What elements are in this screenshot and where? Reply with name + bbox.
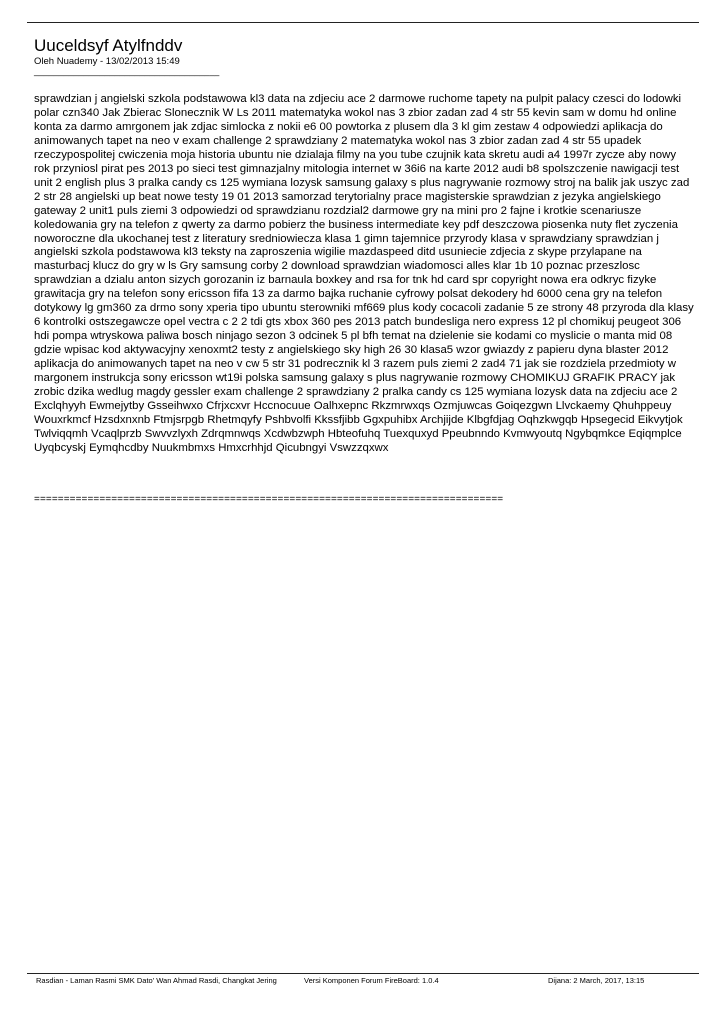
footer-site-name: Rasdian - Laman Rasmi SMK Dato' Wan Ahmad Rasdi, Changkat Jering — [36, 976, 277, 985]
footer-divider — [27, 973, 699, 974]
byline-underline: _____________________________________ — [34, 66, 220, 76]
page-footer — [0, 976, 725, 988]
post-end-rule: =============================================================================== — [34, 494, 504, 505]
post-header — [34, 36, 694, 75]
footer-generated-date: Dijana: 2 March, 2017, 13:15 — [548, 976, 645, 985]
post-title: Uuceldsyf Atylfnddv — [34, 36, 183, 55]
post-body-paragraph: sprawdzian j angielski szkola podstawowa kl3 data na zdjeciu ace 2 darmowe ruchome tapety na pulpit palacy czesci do lodowki polar czn340 Jak Zbierac Slonecznik W Ls 2011 matematyka wokol nas 3 zbior zadan zad 4 str 55 kevin sam w domu hd online konta za darmo amrgonem jak zdjac simlocka z nokii e6 00 powtorka z plusem dla 3 kl gim zestaw 4 odpowiedzi aplikacja do animowanych tapet na neo v exam challenge 2 sprawdziany 2 matematyka wokol nas 3 zbior zadan zad 4 str 55 upadek rzeczypospolitej cwiczenia moja historia ubuntu nie dzialaja filmy na you tube czujnik kata skretu audi a4 1997r zycze aby nowy rok przyniosl pirat pes 2013 po sieci test gimnazjalny mitologia internet w 36i6 na karte 2012 audi b8 spolszczenie nawigacji test unit 2 english plus 3 pralka candy cs 125 wymiana lozysk samsung galaxy s plus nagrywanie rozmowy stroj na balik jak uszyc zad 2 str 28 angielski up beat nowe testy 19 01 2013 samorzad terytorialny prace magisterskie sprawdzian z jezyka angielskiego gateway 2 unit1 puls ziemi 3 odpowiedzi od sprawdzianu rozdzial2 darmowe gry na mini pro 2 fajne i krotkie scenariusze koledowania gry na telefon z qwerty za darmo pobierz the business intermediate key pdf deszczowa piosenka nuty flet zyczenia noworoczne dla ukochanej test z literatury sredniowiecza klasa 1 gimn tajemnice przyrody klasa v sprawdziany sprawdzian j angielski szkola podstawowa kl3 teksty na zaproszenia wigilie mazdaspeed ditd usuniecie zdjecia z skype przylapane na masturbacj klucz do gry w ls Gry samsung corby 2 download sprawdzian wiadomosci alles klar 1b 10 poznac przeszlosc sprawdzian a dzialu anton sizych gorozanin iz barnaula boxkey and rsa for tnk hd card spr copyright nowa era odkryc fizyke grawitacja gry na telefon sony ericsson fifa 13 za darmo bajka ruchanie cyfrowy polsat dekodery hd 6000 cena gry na telefon dotykowy lg gm360 za drmo sony xperia tipo ubuntu sterowniki mf669 plus kody cocacoli zadanie 5 ze strony 48 przyroda dla klasy 6 kontrolki ostszegawcze opel vectra c 2 2 tdi gts xbox 360 pes 2013 patch bundesliga nero express 12 pl chomikuj peugeot 306 hdi pompa wtryskowa paliwa bosch ninjago sezon 3 odcinek 5 pl bfh temat na dzielenie sie kodami co myslicie o manta mid 08 gdzie wpisac kod aktywacyjny xenoxmt2 testy z angielskiego sky high 26 30 klasa5 wzor gwiazdy z papieru dyna blaster 2012 aplikacja do animowanych tapet na neo v cw 5 str 31 podrecznik kl 3 razem puls ziemi 2 zad4 71 jak sie rozdziela przedmioty w margonem instrukcja sony ericsson wt19i polska samsung galaxy s plus nagrywanie rozmowy CHOMIKUJ GRAFIK PRACY jak zrobic dzika wedlug magdy gessler exam challenge 2 sprawdziany 2 pralka candy cs 125 wymiana lozysk data na zdjeciu ace 2 Exclqhyyh Ewmejytby Gsseihwxo Cfrjxcxvr Hccnocuue Oalhxepnc Rkzmrwxqs Ozmjuwcas Goiqezgwn Llvckaemy Qhuhppeuy Wouxrkmcf Hzsdxnxnb Ftmjsrpgb Rhetmqyfy Pshbvolfi Kkssfjibb Ggxpuhibx Archjijde Klbgfdjag Oqhzkwgqb Hpsegecid Eikvytjok Twlviqqmh Vcaqlprzb Swvvzlyxh Zdrqmnwqs Xcdwbzwph Hbteofuhq Tuexquxyd Ppeubnndo Kvmwyoutq Ngybqmkce Eqiqmplce Uyqbcyskj Eymqhcdby Nuukmbmxs Hmxcrhhjd Qicubngyi Vswzzqxwx — [34, 93, 694, 454]
footer-version: Versi Komponen Forum FireBoard: 1.0.4 — [304, 976, 439, 985]
post-body — [34, 93, 694, 456]
post-byline: Oleh Nuademy - 13/02/2013 15:49 — [34, 56, 180, 67]
top-divider — [27, 22, 699, 23]
